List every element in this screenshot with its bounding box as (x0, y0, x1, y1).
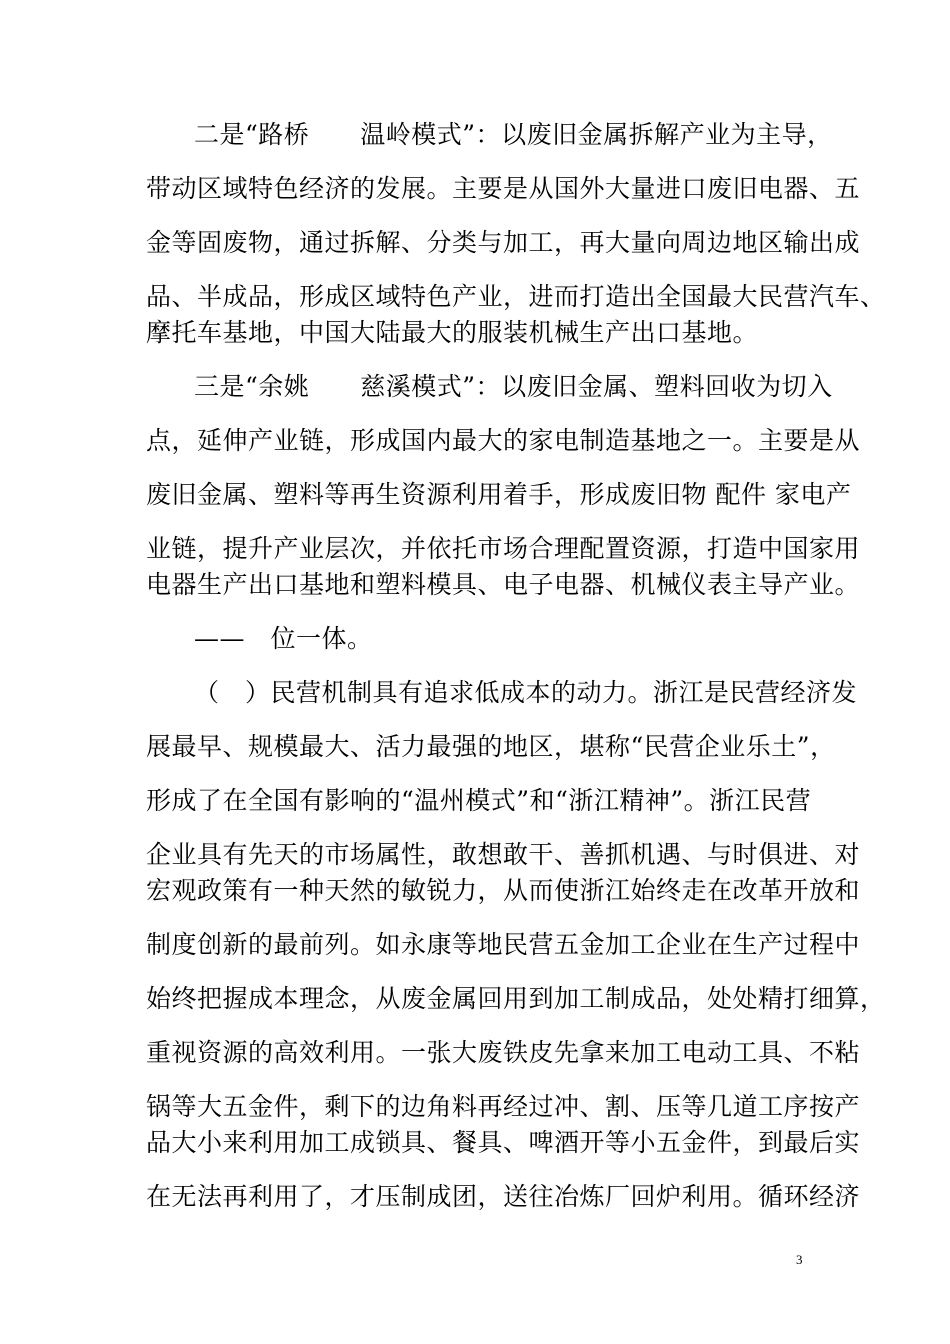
paragraph-line: 企业具有先天的市场属性，敢想敢干、善抓机遇、与时俱进、对 (146, 840, 861, 869)
paragraph-line: 金等固废物，通过拆解、分类与加工，再大量向周边地区输出成 (146, 228, 861, 257)
paragraph-line: 在无法再利用了，才压制成团，送往冶炼厂回炉利用。循环经济 (146, 1182, 861, 1211)
paragraph-line: 业链，提升产业层次，并依托市场合理配置资源，打造中国家用 (146, 534, 861, 563)
paragraph-line: 锅等大五金件，剩下的边角料再经过冲、割、压等几道工序按产 (146, 1092, 861, 1121)
paragraph-line: 展最早、规模最大、活力最强的地区，堪称“民营企业乐土”， (146, 732, 836, 761)
page-number: 3 (796, 1252, 803, 1267)
paragraph-line: 带动区域特色经济的发展。主要是从国外大量进口废旧电器、五 (146, 174, 861, 203)
paragraph-line: 电器生产出口基地和塑料模具、电子电器、机械仪表主导产业。 (146, 570, 861, 599)
paragraph-line: 废旧金属、塑料等再生资源利用着手，形成废旧物 配件 家电产 (146, 480, 852, 509)
paragraph-line: 始终把握成本理念，从废金属回用到加工制成品，处处精打细算， (146, 984, 886, 1013)
paragraph-line: 摩托车基地，中国大陆最大的服装机械生产出口基地。 (146, 318, 759, 347)
paragraph-line: 重视资源的高效利用。一张大废铁皮先拿来加工电动工具、不粘 (146, 1038, 861, 1067)
paragraph-line: 二是“路桥 温岭模式”：以废旧金属拆解产业为主导， (194, 120, 833, 149)
paragraph-line: 品大小来利用加工成锁具、餐具、啤酒开等小五金件，到最后实 (146, 1128, 861, 1157)
paragraph-line: 宏观政策有一种天然的敏锐力，从而使浙江始终走在改革开放和 (146, 876, 861, 905)
paragraph-line: 形成了在全国有影响的“温州模式”和“浙江精神”。浙江民营 (146, 786, 812, 815)
paragraph-line: （ ）民营机制具有追求低成本的动力。浙江是民营经济发 (194, 678, 858, 707)
paragraph-line: 制度创新的最前列。如永康等地民营五金加工企业在生产过程中 (146, 930, 861, 959)
paragraph-line: 点，延伸产业链，形成国内最大的家电制造基地之一。主要是从 (146, 426, 861, 455)
paragraph-line: 品、半成品，形成区域特色产业，进而打造出全国最大民营汽车、 (146, 282, 886, 311)
paragraph-line: 三是“余姚 慈溪模式”：以废旧金属、塑料回收为切入 (194, 372, 833, 401)
section-heading: —— 位一体。 (194, 624, 373, 653)
